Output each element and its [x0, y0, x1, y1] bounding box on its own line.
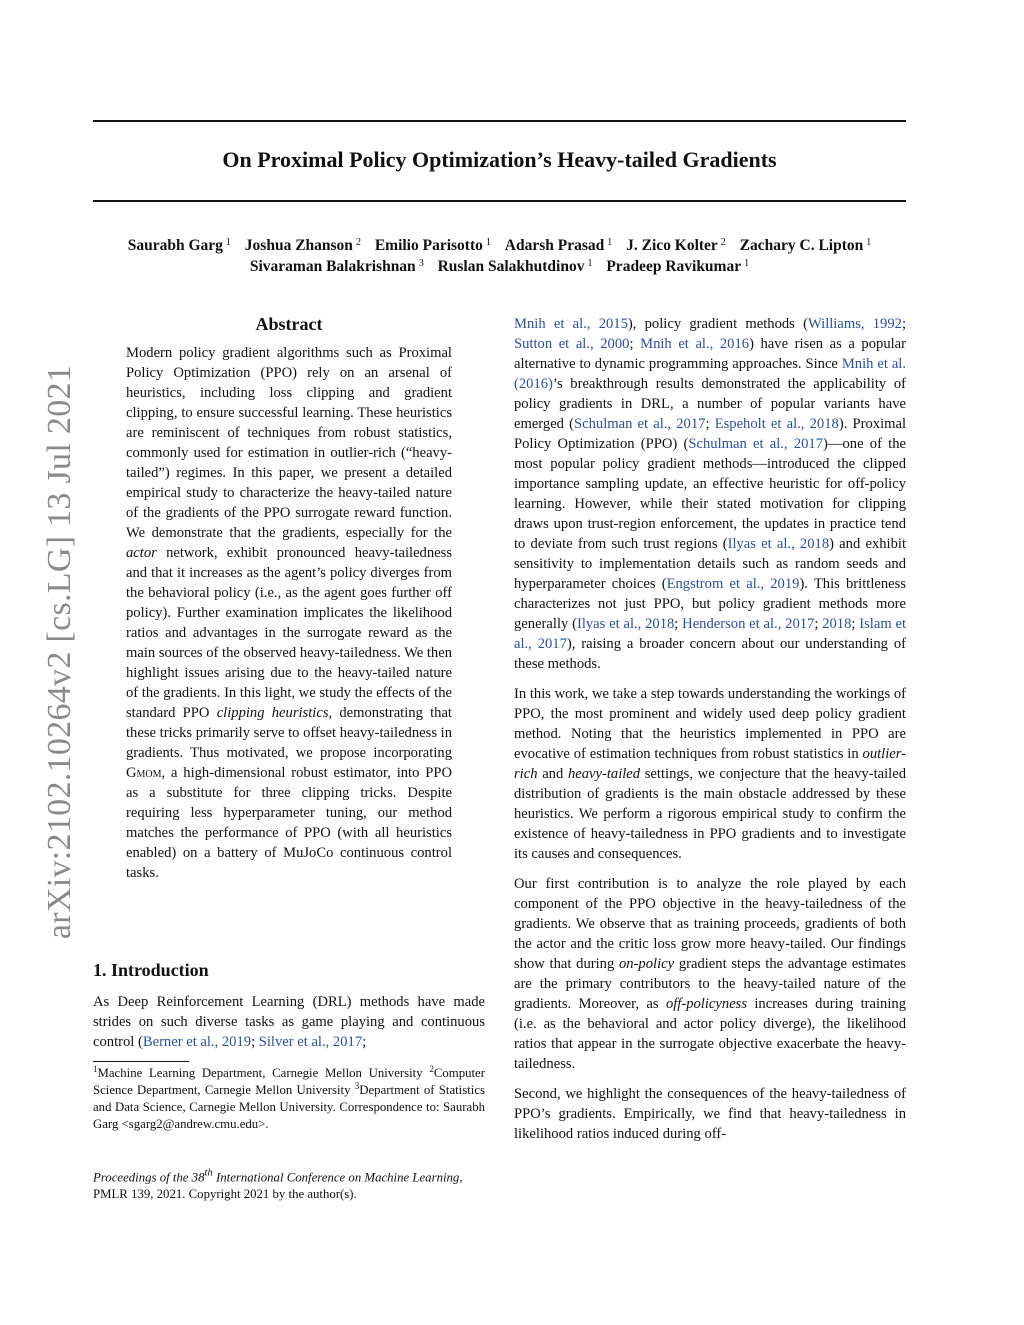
paragraph: Mnih et al., 2015), policy gradient methods (Williams, 1992; Sutton et al., 2000; Mnih et al., 2016) have risen as a popular alternative to dynamic programming approaches. Since Mnih et al. (2016)’s breakthrough results demonstrated the applicability of policy gradients in DRL, a number of popular variants have emerged (Schulman et al., 2017; Espeholt et al., 2018). Proximal Policy Optimization (PPO) (Schulman et al., 2017)—one of the most popular policy gradient methods—introduced the clipped importance sampling update, an effective heuristic for off-policy learning. However, while their stated motivation for clipping draws upon trust-region enforcement, the updates in practice tend to deviate from such trust regions (Ilyas et al., 2018) and exhibit sensitivity to implementation details such as random seeds and hyperparameter choices (Engstrom et al., 2019). This brittleness characterizes not just PPO, but policy gradient methods more generally (Ilyas et al., 2018; Henderson et al., 2017; 2018; Islam et al., 2017), raising a broader concern about our understanding of these methods.	[514, 316, 907, 672]
title-top-rule	[93, 120, 906, 122]
citation-link[interactable]: Henderson et al., 2017	[682, 616, 815, 632]
author-line-1	[93, 235, 906, 256]
gmom-name: Gmom	[126, 765, 162, 781]
proceedings-note: Proceedings of the 38th International Conference on Machine Learning, PMLR 139, 2021. Copyright 2021 by the author(s).	[93, 1168, 463, 1202]
title-bottom-rule	[93, 200, 906, 202]
author: Zachary C. Lipton $^1$	[739, 237, 872, 254]
author: Emilio Parisotto $^1$	[374, 237, 491, 254]
author-list	[93, 235, 906, 277]
paragraph: Second, we highlight the consequences of the heavy-tailedness of PPO’s gradients. Empirically, we find that heavy-tailedness in likelihood ratios induced during off-	[514, 1086, 906, 1142]
author: Ruslan Salakhutdinov $^1$	[437, 258, 593, 275]
paragraph: In this work, we take a step towards understanding the workings of PPO, the most prominent and widely used deep policy gradient method. Noting that the heuristics implemented in PPO are evocative of estimation techniques from robust statistics in outlier-rich and heavy-tailed settings, we conjecture that the heavy-tailed distribution of gradients is the main obstacle addressed by these heuristics. We perform a rigorous empirical study to confirm the existence of heavy-tailedness in PPO gradients and to investigate its causes and consequences.	[514, 686, 906, 862]
author: J. Zico Kolter $^2$	[626, 237, 726, 254]
citation-link[interactable]: Mnih et al., 2016	[640, 336, 750, 352]
citation-link[interactable]: Silver et al., 2017	[258, 1034, 363, 1050]
citation-link[interactable]: Schulman et al., 2017	[574, 416, 706, 432]
citation-link[interactable]: Islam et al., 2017	[514, 616, 907, 652]
abstract-body: Modern policy gradient algorithms such as Proximal Policy Optimization (PPO) rely on an arsenal of heuristics, including loss clipping and gradient clipping, to ensure successful learning. These heuristics are reminiscent of techniques from robust statistics, commonly used for estimation in outlier-rich (“heavy-tailed”) regimes. In this paper, we present a detailed empirical study to characterize the heavy-tailed nature of the gradients of the PPO surrogate reward function. We demonstrate that the gradients, especially for the actor network, exhibit pronounced heavy-tailedness and that it increases as the agent’s policy diverges from the behavioral policy (i.e., as the agent goes further off policy). Further examination implicates the likelihood ratios and advantages in the surrogate reward as the main sources of the observed heavy-tailedness. We then highlight issues arising due to the heavy-tailed nature of the gradients. In this light, we study the effects of the standard PPO clipping heuristics, demonstrating that these tricks primarily serve to offset heavy-tailedness in gradients. Thus motivated, we propose incorporating Gmom, a high-dimensional robust estimator, into PPO as a substitute for three clipping tricks. Despite requiring less hyperparameter tuning, our method matches the performance of PPO (with all heuristics enabled) on a battery of MuJoCo continuous control tasks.	[126, 345, 453, 881]
citation-link[interactable]: Schulman et al., 2017	[688, 436, 824, 452]
citation-link[interactable]: Engstrom et al., 2019	[666, 576, 800, 592]
section-heading-introduction: 1. Introduction	[93, 960, 209, 980]
author: Pradeep Ravikumar $^1$	[606, 258, 750, 275]
citation-link[interactable]: 2018	[822, 616, 852, 632]
arxiv-identifier: arXiv:2102.10264v2 [cs.LG] 13 Jul 2021	[41, 364, 78, 940]
author: Sivaraman Balakrishnan $^3$	[249, 258, 424, 275]
author: Saurabh Garg $^1$	[127, 237, 231, 254]
intro-paragraph: As Deep Reinforcement Learning (DRL) methods have made strides on such diverse tasks as game playing and continuous control (Berner et al., 2019; Silver et al., 2017;	[93, 994, 485, 1050]
abstract-heading: Abstract	[255, 314, 323, 334]
citation-link[interactable]: Ilyas et al., 2018	[727, 536, 830, 552]
right-column	[514, 314, 906, 1154]
paper-title: On Proximal Policy Optimization’s Heavy-tailed Gradients	[222, 147, 777, 172]
author: Joshua Zhanson $^2$	[244, 237, 361, 254]
citation-link[interactable]: Williams, 1992	[807, 316, 902, 332]
citation-link[interactable]: Mnih et al., 2015	[514, 316, 628, 332]
author: Adarsh Prasad $^1$	[504, 237, 613, 254]
footnote-rule	[93, 1061, 189, 1062]
paragraph: Our first contribution is to analyze the role played by each component of the PPO objective in the heavy-tailedness of the gradients. We observe that as training proceeds, gradients of both the actor and the critic loss grow more heavy-tailed. Our findings show that during on-policy gradient steps the advantage estimates are the primary contributors to the heavy-tailed nature of the gradients. Moreover, as off-policyness increases during training (i.e. as the behavioral and actor policy diverge), the likelihood ratios that appear in the surrogate objective exacerbate the heavy-tailedness.	[514, 876, 906, 1072]
citation-link[interactable]: Sutton et al., 2000	[514, 336, 630, 352]
citation-link[interactable]: Ilyas et al., 2018	[576, 616, 675, 632]
citation-link[interactable]: Berner et al., 2019	[142, 1034, 252, 1050]
citation-link[interactable]: Espeholt et al., 2018	[714, 416, 839, 432]
author-line-2	[93, 256, 906, 277]
affiliation-footnote: $^1$Machine Learning Department, Carnegie Mellon University $^2$Computer Science Department, Carnegie Mellon University $^3$Department of Statistics and Data Science, Carnegie Mellon University. Correspondence to: Saurabh Garg <sgarg2@andrew.cmu.edu>.	[93, 1064, 485, 1131]
citation-link[interactable]: Mnih et al. (2016)	[514, 356, 906, 392]
